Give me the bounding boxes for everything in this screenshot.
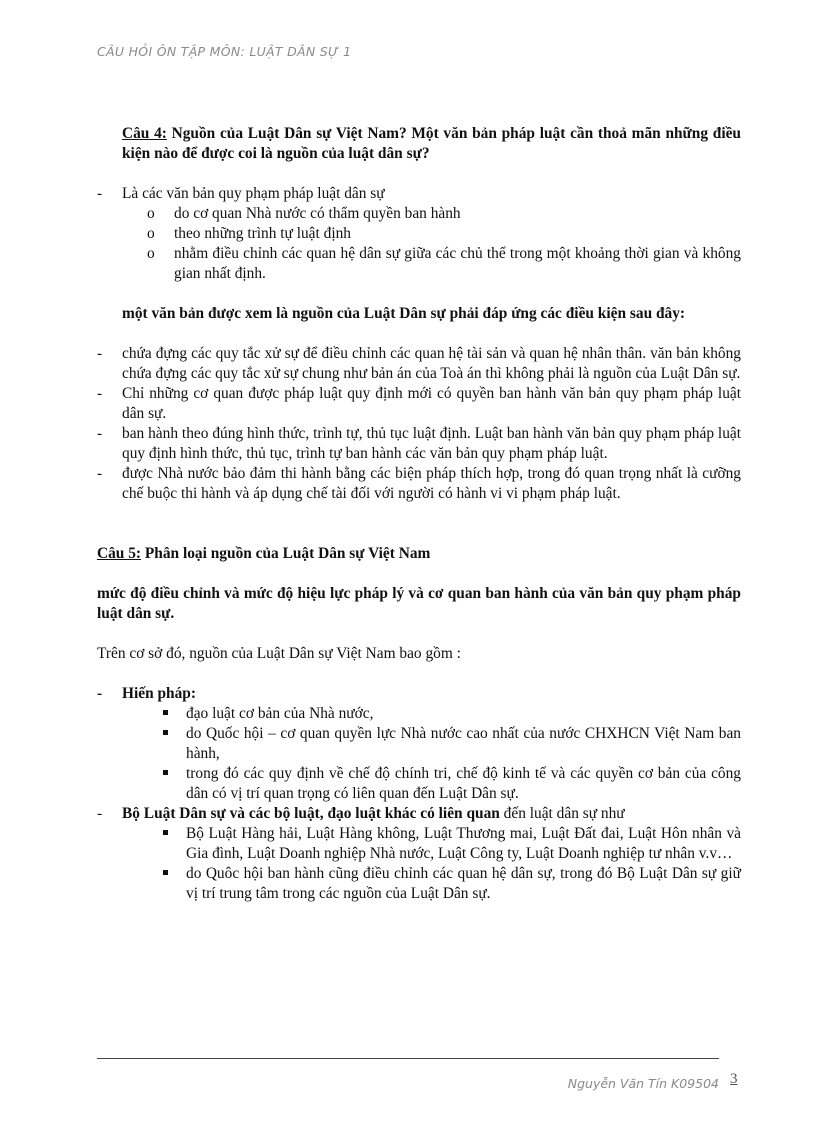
question-5-title: Phân loại nguồn của Luật Dân sự Việt Nam (141, 545, 431, 562)
question-5-heading (97, 544, 741, 564)
constitution-item: trong đó các quy định về chế độ chính tri, chế độ kinh tế và các quyền cơ bản của công dân có vị trí quan trọng có liên quan đến Luật Dân sự. (97, 764, 741, 804)
q5-basis: Trên cơ sở đó, nguồn của Luật Dân sự Việt Nam bao gồm : (97, 645, 461, 662)
page-header: CÂU HỎI ÔN TẬP MÔN: LUẬT DÂN SỰ 1 (97, 44, 352, 59)
q4-condition-item: - được Nhà nước bảo đảm thi hành bằng các biện pháp thích hợp, trong đó quan trọng nhất là cưỡng chế buộc thi hành và áp dụng chế tài đối với người có hành vi vi phạm pháp luật. (97, 464, 741, 504)
question-4-heading (122, 124, 741, 164)
page-number: 3 (730, 1071, 738, 1087)
footer-author: Nguyễn Văn Tín K09504 (567, 1076, 719, 1091)
q4-definition: - Là các văn bản quy phạm pháp luật dân sự (97, 184, 741, 204)
codes-title: Bộ Luật Dân sự và các bộ luật, đạo luật khác có liên quan (122, 805, 500, 822)
q5-criteria: mức độ điều chỉnh và mức độ hiệu lực pháp lý và cơ quan ban hành của văn bản quy phạm pháp luật dân sự. (97, 585, 741, 622)
footer-divider (97, 1058, 719, 1059)
constitution-title: - Hiến pháp: (97, 684, 741, 704)
codes-title-tail: đến luật dân sự như (499, 805, 625, 822)
codes-item: Bộ Luật Hàng hải, Luật Hàng không, Luật Thương mai, Luật Đất đai, Luật Hôn nhân và Gia đình, Luật Doanh nghiệp Nhà nước, Luật Công ty, Luật Doanh nghiệp tư nhân v.v… (97, 824, 741, 864)
question-4-title: Nguồn của Luật Dân sự Việt Nam? Một văn bản pháp luật cần thoả mãn những điều kiện nào để được coi là nguồn của luật dân sự? (122, 125, 741, 162)
q4-condition-item: - Chỉ những cơ quan được pháp luật quy định mới có quyền ban hành văn bản quy phạm pháp luật dân sự. (97, 384, 741, 424)
codes-heading (97, 804, 741, 824)
codes-item: do Quôc hội ban hành cũng điều chỉnh các quan hệ dân sự, trong đó Bộ Luật Dân sự giữ vị trí trung tâm trong các nguồn của Luật Dân sự. (97, 864, 741, 904)
constitution-item: đạo luật cơ bản của Nhà nước, (97, 704, 741, 724)
q4-condition-item: - chứa đựng các quy tắc xử sự để điều chỉnh các quan hệ tài sản và quan hệ nhân thân. văn bản không chứa đựng các quy tắc xử sự chung như bản án của Toà án thì không phải là nguồn của Luật Dân sự. (97, 344, 741, 384)
q4-sub-item: o theo những trình tự luật định (97, 224, 741, 244)
q4-condition-item: - ban hành theo đúng hình thức, trình tự, thủ tục luật định. Luật ban hành văn bản quy phạm pháp luật quy định hình thức, thủ tục, trình tự ban hành các văn bản quy phạm pháp luật. (97, 424, 741, 464)
page-content (97, 124, 741, 904)
q4-sub-item: o do cơ quan Nhà nước có thẩm quyền ban hành (97, 204, 741, 224)
constitution-item: do Quốc hội – cơ quan quyền lực Nhà nước cao nhất của nước CHXHCN Việt Nam ban hành, (97, 724, 741, 764)
question-4-label: Câu 4: (122, 125, 167, 142)
q4-sub-item: o nhằm điều chỉnh các quan hệ dân sự giữa các chủ thể trong một khoảng thời gian và không gian nhất định. (97, 244, 741, 284)
q4-conditions-intro: một văn bản được xem là nguồn của Luật Dân sự phải đáp ứng các điều kiện sau đây: (122, 305, 686, 322)
question-5-label: Câu 5: (97, 545, 142, 562)
